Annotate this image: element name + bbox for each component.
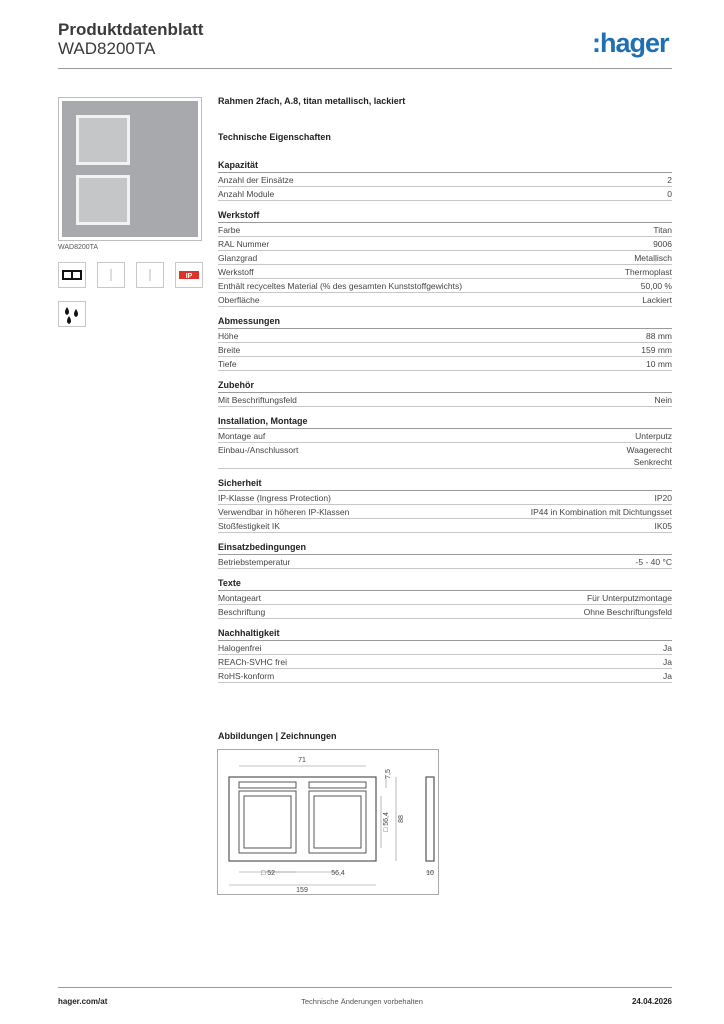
spec-value: Für Unterputzmontage — [586, 593, 672, 603]
ip-rating-icon — [175, 262, 203, 288]
section-title: Nachhaltigkeit — [218, 627, 672, 641]
spec-value: 0 — [667, 189, 672, 199]
product-name: Rahmen 2fach, A.8, titan metallisch, lackiert — [218, 96, 406, 106]
spec-value: Titan — [653, 225, 672, 235]
spec-row — [218, 393, 672, 407]
spec-section — [218, 577, 672, 619]
technical-drawing — [217, 749, 439, 895]
spec-label: Enthält recyceltes Material (% des gesamten Kunststoffgewichts) — [218, 281, 463, 291]
section-title: Werkstoff — [218, 209, 672, 223]
spec-value: Thermoplast — [624, 267, 672, 277]
spec-label: Anzahl der Einsätze — [218, 175, 294, 185]
image-caption: WAD8200TA — [58, 244, 99, 251]
footer-notice: Technische Änderungen vorbehalten — [301, 997, 423, 1006]
spec-value: IP20 — [654, 493, 672, 503]
section-title: Installation, Montage — [218, 415, 672, 429]
spec-value: Waagerecht Senkrecht — [626, 445, 672, 467]
spec-value: 50,00 % — [640, 281, 672, 291]
spec-row — [218, 443, 672, 469]
spec-label: Tiefe — [218, 359, 237, 369]
dim-inner-width: □ 52 — [261, 870, 275, 877]
spec-label: Verwendbar in höheren IP-Klassen — [218, 507, 350, 517]
spec-sections — [218, 159, 672, 683]
spec-section — [218, 541, 672, 569]
spec-row — [218, 279, 672, 293]
section-title: Sicherheit — [218, 477, 672, 491]
spec-value: Nein — [654, 395, 672, 405]
spec-label: Anzahl Module — [218, 189, 275, 199]
spec-section — [218, 477, 672, 533]
spec-row — [218, 343, 672, 357]
spec-label: Stoßfestigkeit IK — [218, 521, 280, 531]
spec-row — [218, 519, 672, 533]
spec-row — [218, 223, 672, 237]
ip-icon-text: IP — [185, 273, 193, 280]
section-title: Kapazität — [218, 159, 672, 173]
spec-section — [218, 415, 672, 469]
spec-label: RoHS-konform — [218, 671, 275, 681]
spec-row — [218, 187, 672, 201]
section-title: Zubehör — [218, 379, 672, 393]
frame-opening-bottom — [76, 175, 130, 225]
spec-value: Ohne Beschriftungsfeld — [583, 607, 672, 617]
spec-row — [218, 555, 672, 569]
spec-row — [218, 293, 672, 307]
spec-value: IK05 — [654, 521, 672, 531]
frame-opening-top — [76, 115, 130, 165]
spec-label: Oberfläche — [218, 295, 260, 305]
spec-value: -5 - 40 °C — [635, 557, 672, 567]
dim-spacing: 56,4 — [331, 870, 345, 877]
dim-total-height: 88 — [398, 815, 405, 823]
footer-date: 24.04.2026 — [631, 997, 672, 1006]
spec-value: Ja — [663, 643, 672, 653]
liquid-drops-icon — [58, 301, 86, 327]
spec-label: Werkstoff — [218, 267, 254, 277]
single-line-icon — [97, 262, 125, 288]
spec-row — [218, 251, 672, 265]
spec-value: 159 mm — [641, 345, 672, 355]
spec-label: Breite — [218, 345, 241, 355]
spec-value: 9006 — [653, 239, 672, 249]
spec-row — [218, 173, 672, 187]
drawing-heading: Abbildungen | Zeichnungen — [218, 731, 337, 741]
header-divider — [58, 68, 672, 69]
spec-label: Montage auf — [218, 431, 266, 441]
spec-label: Mit Beschriftungsfeld — [218, 395, 297, 405]
spec-row — [218, 605, 672, 619]
hager-logo: :hager — [592, 28, 669, 58]
dim-inner-height: □ 56,4 — [383, 812, 390, 832]
spec-row — [218, 669, 672, 683]
spec-row — [218, 591, 672, 605]
spec-row — [218, 357, 672, 371]
spec-value: Ja — [663, 657, 672, 667]
spec-value: Metallisch — [634, 253, 672, 263]
frame-body — [62, 101, 198, 237]
footer-website: hager.com/at — [58, 997, 108, 1006]
spec-value: Ja — [663, 671, 672, 681]
spec-row — [218, 265, 672, 279]
dim-depth: 10 — [426, 870, 434, 877]
spec-label: REACh-SVHC frei — [218, 657, 287, 667]
spec-value: 88 mm — [646, 331, 672, 341]
dim-top-width: 71 — [298, 757, 306, 764]
section-title: Einsatzbedingungen — [218, 541, 672, 555]
section-title: Texte — [218, 577, 672, 591]
spec-row — [218, 505, 672, 519]
spec-label: IP-Klasse (Ingress Protection) — [218, 493, 331, 503]
page-title: Produktdatenblatt — [58, 20, 204, 39]
spec-value: IP44 in Kombination mit Dichtungsset — [530, 507, 672, 517]
product-number: WAD8200TA — [58, 39, 156, 58]
dim-total-width: 159 — [296, 887, 308, 894]
spec-label: Betriebstemperatur — [218, 557, 291, 567]
spec-label: Glanzgrad — [218, 253, 258, 263]
spec-row — [218, 655, 672, 669]
spec-section — [218, 627, 672, 683]
specifications — [218, 96, 672, 691]
spec-value: Unterputz — [635, 431, 672, 441]
double-frame-icon — [58, 262, 86, 288]
spec-label: Höhe — [218, 331, 239, 341]
spec-label: RAL Nummer — [218, 239, 270, 249]
spec-row — [218, 429, 672, 443]
spec-label: Farbe — [218, 225, 241, 235]
spec-section — [218, 209, 672, 307]
spec-label: Einbau-/Anschlussort — [218, 445, 299, 455]
spec-value: 2 — [667, 175, 672, 185]
spec-label: Beschriftung — [218, 607, 266, 617]
tech-heading: Technische Eigenschaften — [218, 132, 331, 142]
dim-label-height: 7,5 — [385, 769, 392, 779]
product-image — [58, 97, 202, 241]
spec-section — [218, 315, 672, 371]
spec-value: 10 mm — [646, 359, 672, 369]
spec-row — [218, 329, 672, 343]
footer-divider — [58, 987, 672, 988]
spec-label: Halogenfrei — [218, 643, 262, 653]
spec-section — [218, 379, 672, 407]
spec-value: Lackiert — [642, 295, 672, 305]
spec-row — [218, 641, 672, 655]
spec-section — [218, 159, 672, 201]
spec-row — [218, 237, 672, 251]
spec-row — [218, 491, 672, 505]
section-title: Abmessungen — [218, 315, 672, 329]
single-line-icon — [136, 262, 164, 288]
spec-label: Montageart — [218, 593, 261, 603]
